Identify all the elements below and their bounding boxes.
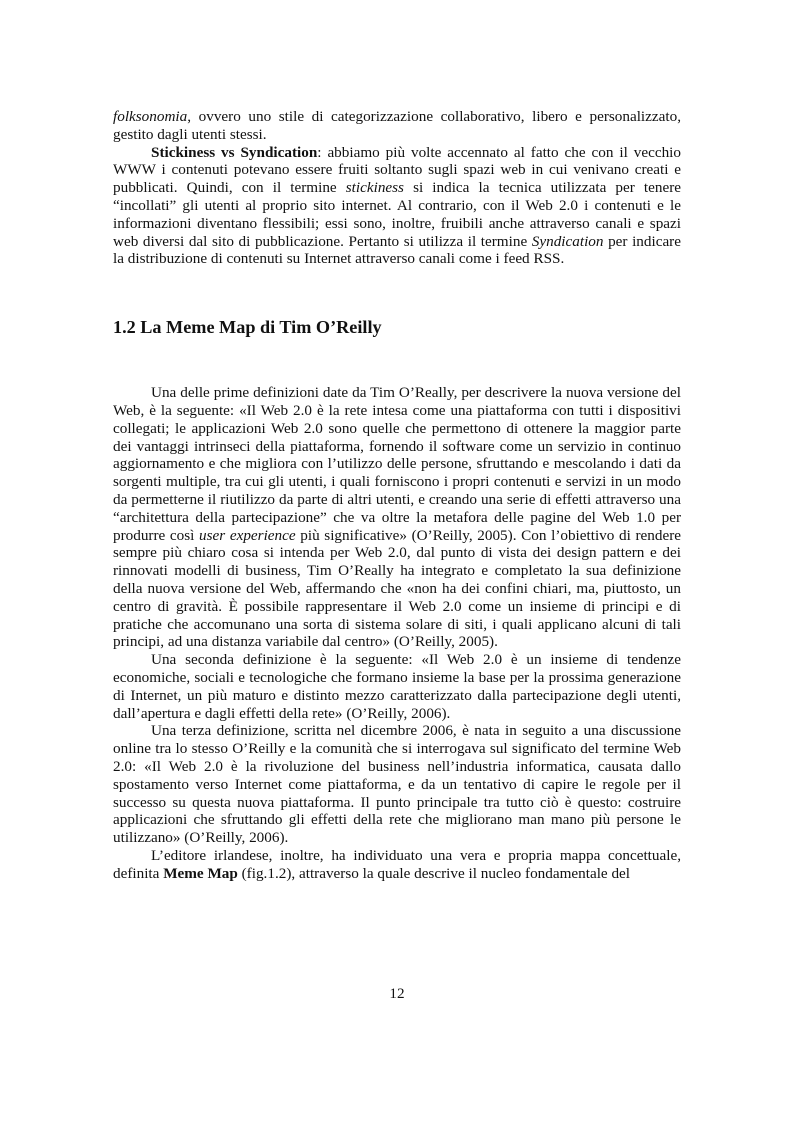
paragraph-second-definition: Una seconda definizione è la seguente: «Il Web 2.0 è un insieme di tendenze economiche, sociali e tecnologiche che formano insieme la base per la prossima generazione di Internet, un più maturo e distinto mezzo caratterizzato dalla partecipazione degli utenti, dall’apertura e dagli effetti della rete» (O’Reilly, 2006).	[113, 651, 681, 722]
term-stickiness-vs-syndication: Stickiness vs Syndication	[151, 143, 318, 161]
term-meme-map: Meme Map	[163, 864, 238, 882]
page-number: 12	[389, 985, 405, 1002]
section-heading: 1.2 La Meme Map di Tim O’Reilly	[113, 317, 382, 338]
paragraph-meme-map: L’editore irlandese, inoltre, ha individuato una vera e propria mappa concettuale, definita Meme Map (fig.1.2), attraverso la quale descrive il nucleo fondamentale del	[113, 846, 681, 882]
page-body	[113, 108, 681, 882]
paragraph-third-definition: Una terza definizione, scritta nel dicembre 2006, è nata in seguito a una discussione online tra lo stesso O’Reilly e la comunità che si interrogava sul significato del termine Web 2.0: «Il Web 2.0 è la rivoluzione del business nell’industria informatica, causata dallo spostamento verso Internet come piattaforma, e da un tentativo di capire le regole per il successo su questa nuova piattaforma. Il punto principale tra tutto ciò è questo: costruire applicazioni che sfruttando gli effetti della rete che migliorano man mano più persone le utilizzano» (O’Reilly, 2006).	[113, 722, 681, 847]
paragraph-stickiness: Stickiness vs Syndication: abbiamo più volte accennato al fatto che con il vecchio WWW i contenuti potevano essere fruiti soltanto sugli spazi web in cui venivano creati e pubblicati. Quindi, con il termine stickiness si indica la tecnica utilizzata per tenere “incollati” gli utenti al proprio sito internet. Al contrario, con il Web 2.0 i contenuti e le informazioni diventano flessibili; essi sono, inoltre, fruibili anche attraverso canali e spazi web diversi dal sito di pubblicazione. Pertanto si utilizza il termine Syndication per indicare la distribuzione di contenuti su Internet attraverso canali come i feed RSS.	[113, 143, 681, 268]
paragraph-folksonomia: folksonomia, ovvero uno stile di categorizzazione collaborativo, libero e personalizzato, gestito dagli utenti stessi.	[113, 108, 681, 143]
term-folksonomia: folksonomia	[113, 108, 188, 125]
paragraph-first-definition: Una delle prime definizioni date da Tim O’Really, per descrivere la nuova versione del Web, è la seguente: «Il Web 2.0 è la rete intesa come una piattaforma con tutti i dispositivi collegati; le applicazioni Web 2.0 sono quelle che permettono di ottenere la maggior parte dei vantaggi intrinseci della piattaforma, fornendo il software come un servizio in continuo aggiornamento e che migliora con l’utilizzo delle persone, sfruttando e mescolando i dati da sorgenti multiple, tra cui gli utenti, i quali forniscono i propri contenuti e servizi in un modo da permetterne il riutilizzo da parte di altri utenti, e creando una serie di effetti attraverso una “architettura della partecipazione” che va oltre la metafora delle pagine del Web 1.0 per produrre così user experience più significative» (O’Reilly, 2005). Con l’obiettivo di rendere sempre più chiaro cosa si intenda per Web 2.0, dal punto di vista dei design pattern e dei rinnovati modelli di business, Tim O’Really ha integrato e completato la sua definizione della nuova versione del Web, affermando che «non ha dei confini chiari, ma, piuttosto, un centro di gravità. È possibile rappresentare il Web 2.0 come un insieme di principi e di pratiche che accomunano una sorta di sistema solare di siti, i quali applicano alcuni di tali principi, ad una distanza variabile dal centro» (O’Reilly, 2005).	[113, 384, 681, 651]
